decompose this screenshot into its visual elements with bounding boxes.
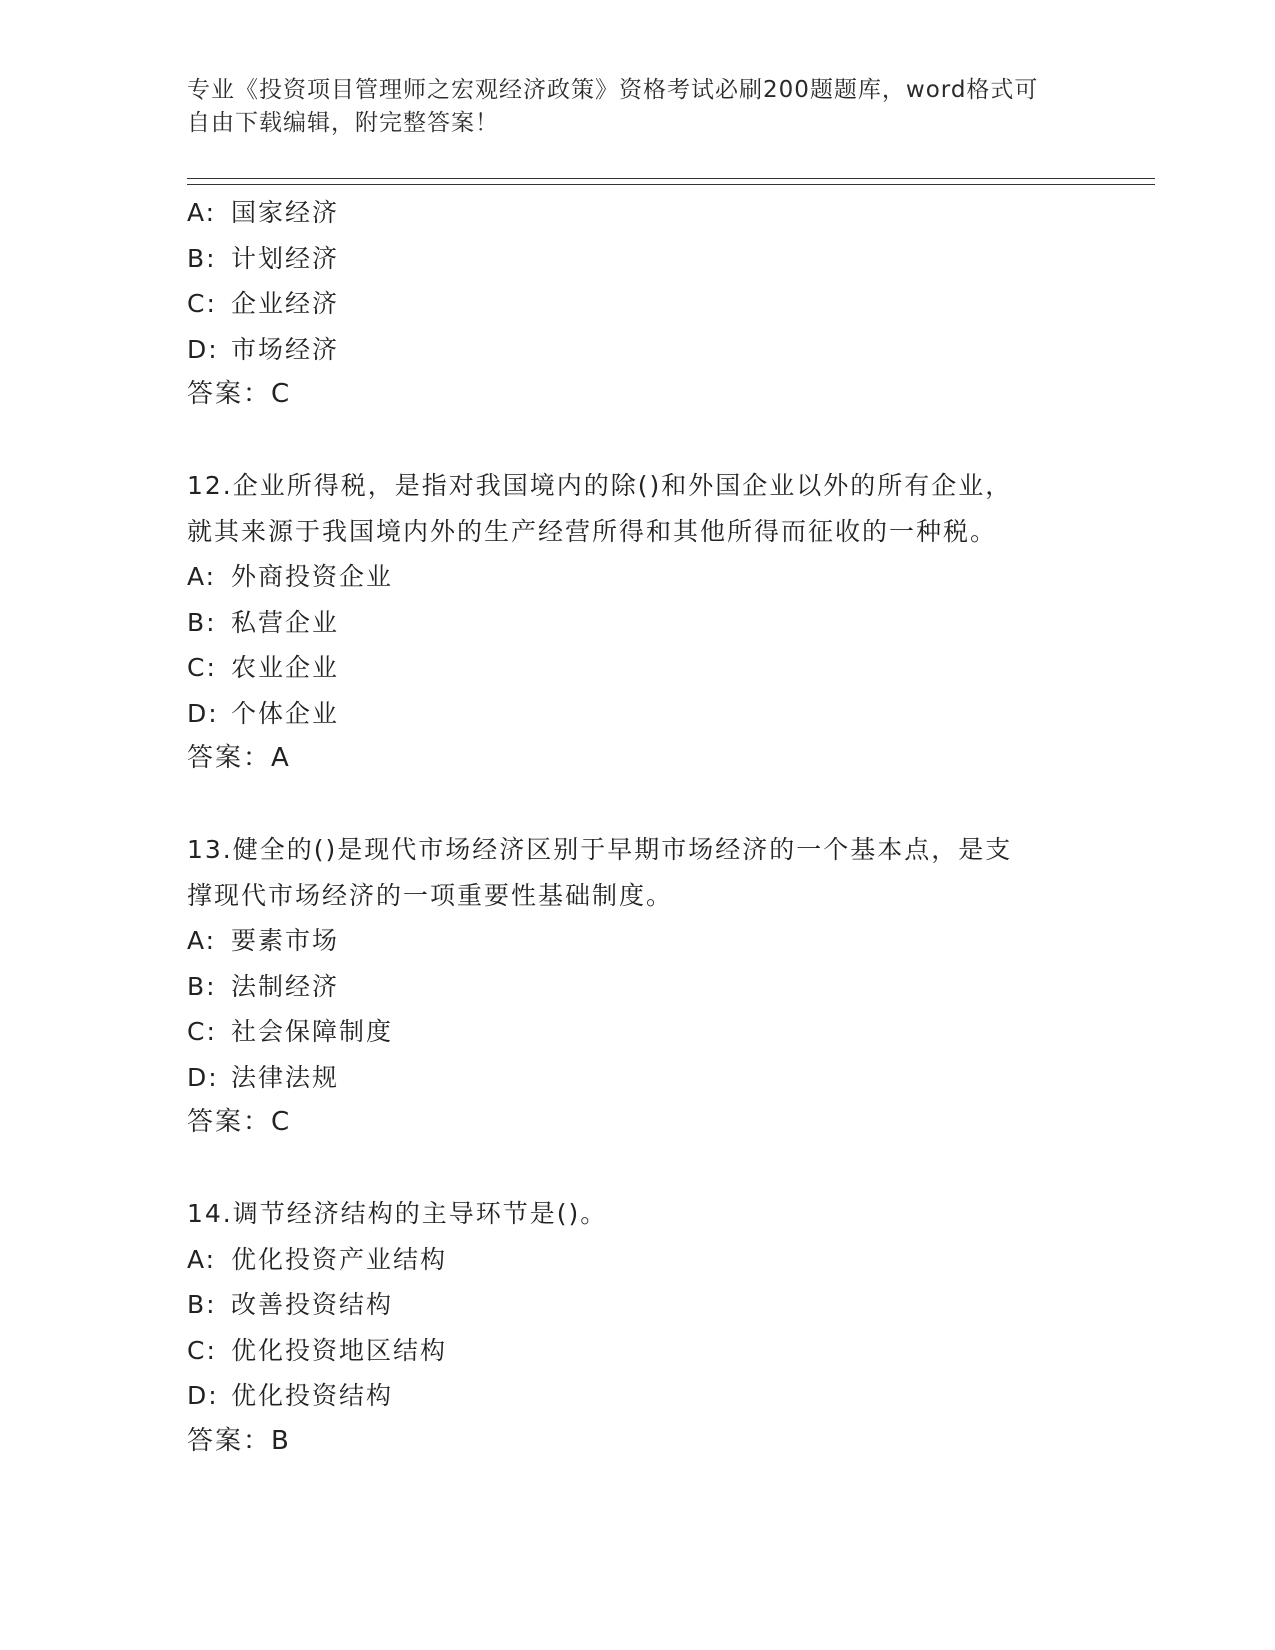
question-stem: 就其来源于我国境内外的生产经营所得和其他所得而征收的一种税。 [187,516,998,546]
option-key: C: [187,653,217,682]
question-12 [187,463,1107,782]
option-key: A: [187,198,217,227]
option-b [187,1282,1107,1328]
option-d [187,1055,1107,1101]
question-stem: 13.健全的()是现代市场经济区别于早期市场经济的一个基本点，是支 [187,835,1013,864]
option-text: 优化投资产业结构 [231,1244,448,1274]
question-list [187,190,1107,1464]
option-text: 企业经济 [231,289,340,318]
option-key: A: [187,1244,217,1274]
answer: 答案：B [187,1425,291,1456]
option-a [187,918,1107,964]
option-d [187,1373,1107,1419]
option-key: D: [187,334,219,364]
option-text: 外商投资企业 [231,562,394,591]
option-key: A: [187,926,217,955]
option-c [187,281,1107,327]
spacer [187,782,1107,828]
option-b [187,600,1107,646]
question-stem: 12.企业所得税，是指对我国境内的除()和外国企业以外的所有企业， [187,471,1013,500]
option-key: B: [187,1290,217,1319]
answer: 答案：C [187,379,292,409]
option-text: 优化投资结构 [231,1381,394,1410]
option-key: C: [187,1335,217,1365]
option-a [187,1237,1107,1283]
option-text: 私营企业 [231,607,340,637]
option-key: C: [187,289,217,318]
option-key: D: [187,1381,219,1410]
question-stem: 14.调节经济结构的主导环节是()。 [187,1199,608,1228]
option-c [187,1009,1107,1055]
question-14 [187,1191,1107,1464]
option-b [187,964,1107,1010]
option-key: C: [187,1017,217,1046]
option-key: A: [187,562,217,591]
option-a [187,190,1107,236]
answer: 答案：A [187,743,291,773]
option-text: 要素市场 [231,926,340,955]
option-key: B: [187,607,217,637]
question-13 [187,827,1107,1146]
option-text: 社会保障制度 [231,1017,394,1046]
option-key: D: [187,698,219,728]
answer: 答案：C [187,1107,292,1137]
option-c [187,645,1107,691]
document-header [187,74,1087,140]
option-text: 个体企业 [231,698,340,728]
header-line-1: 专业《投资项目管理师之宏观经济政策》资格考试必刷200题题库，word格式可 [187,77,1039,103]
spacer [187,1146,1107,1192]
option-text: 法律法规 [231,1062,340,1092]
option-text: 优化投资地区结构 [231,1335,448,1365]
spacer [187,418,1107,464]
question-stem: 撑现代市场经济的一项重要性基础制度。 [187,880,674,910]
header-line-2: 自由下载编辑，附完整答案！ [187,110,499,136]
option-a [187,554,1107,600]
option-text: 国家经济 [231,198,340,227]
option-b [187,236,1107,282]
header-divider [187,178,1155,185]
option-key: D: [187,1062,219,1092]
option-text: 计划经济 [231,243,340,273]
option-text: 改善投资结构 [231,1290,394,1319]
option-d [187,327,1107,373]
option-d [187,691,1107,737]
question-11 [187,190,1107,418]
option-key: B: [187,243,217,273]
option-text: 法制经济 [231,971,340,1001]
option-text: 市场经济 [231,334,340,364]
option-key: B: [187,971,217,1001]
option-c [187,1328,1107,1374]
option-text: 农业企业 [231,653,340,682]
